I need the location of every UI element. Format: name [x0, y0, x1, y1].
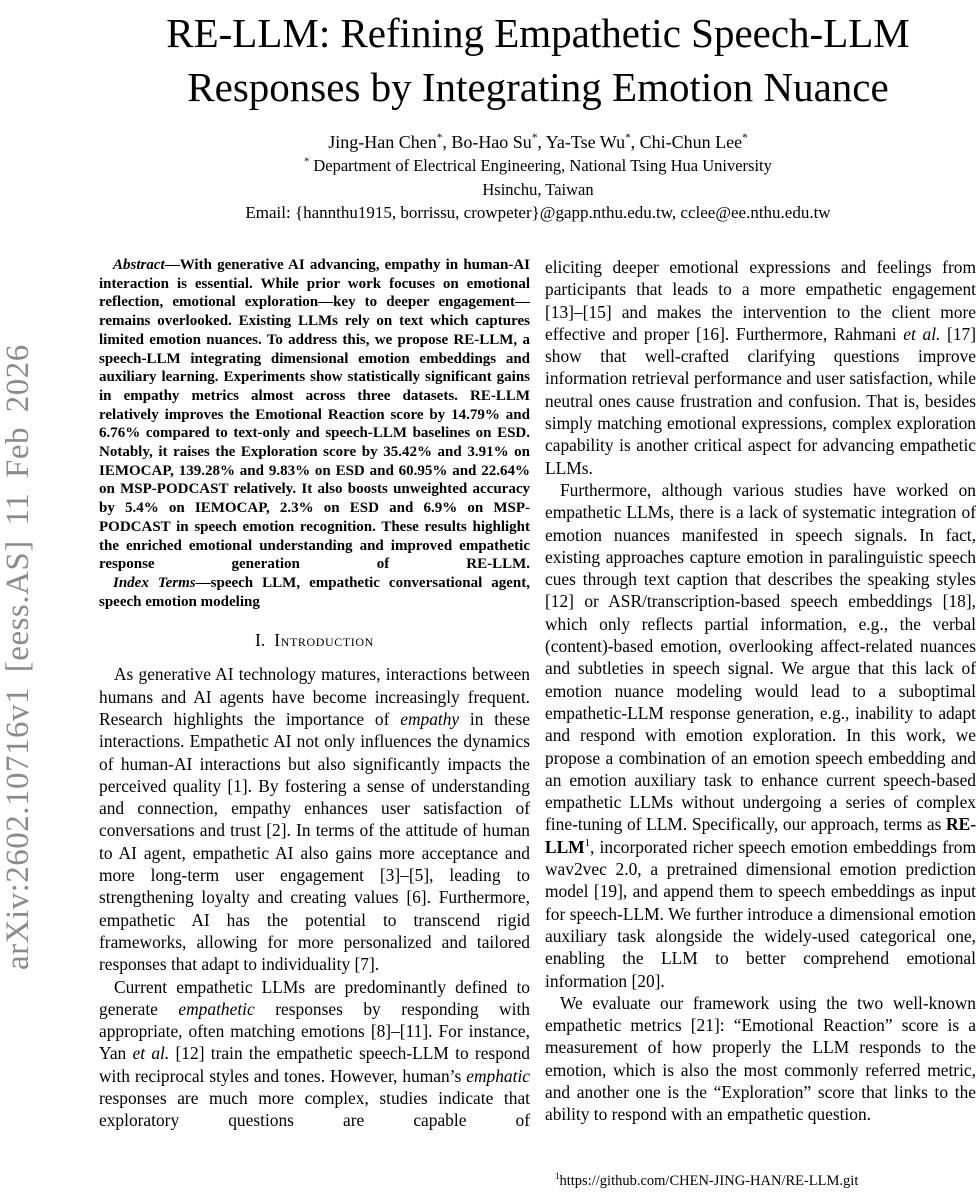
- section-heading-introduction: [99, 630, 530, 650]
- intro-paragraph-3: Furthermore, although various studies have worked on empathetic LLMs, there is a lack of systematic integration of emotion nuances manifested in speech signals. In fact, existing approaches capture emotion in paralinguistic speech cues through text caption that describes the speaking styles [12] or ASR/transcription-based speech embeddings [18], which only reflects partial information, e.g., the verbal (content)-based emotion, overlooking affect-related nuances and subtleties in speech signal. We argue that this lack of emotion nuance modeling would lead to a suboptimal empathetic-LLM response generation, e.g., inability to adapt and respond with emotion exploration. In this work, we propose a combination of an emotion speech embedding and an emotion auxiliary task to enhance current speech-based empathetic LLMs without undergoing a series of complex fine-tuning of LLM. Specifically, our approach, terms as RE-LLM$^1$, incorporated richer speech emotion embeddings from wav2vec 2.0, a pretrained dimensional emotion prediction model [19], and append them to speech embeddings as input for speech-LLM. We further introduce a dimensional emotion auxiliary task alongside the widely-used categorical one, enabling the LLM to better comprehend emotional information [20].: [545, 479, 976, 991]
- intro-paragraph-1: As generative AI technology matures, interactions between humans and AI agents have become increasingly frequent. Research highlights the importance of empathy in these interactions. Empathetic AI not only influences the dynamics of human-AI interactions but also significantly impacts the perceived quality [1]. By fostering a sense of understanding and connection, empathy enhances user satisfaction of conversations and trust [2]. In terms of the attitude of human to AI agent, empathetic AI also gains more acceptance and more long-term user engagement [3]–[5], leading to strengthening loyalty and creating values [6]. Furthermore, empathetic AI has the potential to transcend rigid frameworks, allowing for more personalized and tailored responses that adapt to individuality [7].: [99, 664, 530, 975]
- paper-title: [100, 6, 976, 114]
- intro-paragraph-2: Current empathetic LLMs are predominantly defined to generate empathetic responses by responding with appropriate, often matching emotions [8]–[11]. For instance, Yan et al. [12] train the empathetic speech-LLM to respond with reciprocal styles and tones. However, human’s emphatic responses are much more complex, studies indicate that exploratory questions are capable of: [99, 976, 530, 1131]
- footnote-github-url: $^1$https://github.com/CHEN-JING-HAN/RE-LLM.git: [545, 1173, 976, 1190]
- location-line: Hsinchu, Taiwan: [482, 180, 594, 199]
- paper-header: [100, 6, 976, 224]
- abstract-text: Abstract—With generative AI advancing, empathy in human-AI interaction is essential. While prior work focuses on emotional reflection, emotional exploration—key to deeper engagement—remains overlooked. Existing LLMs rely on text which captures limited emotion nuances. To address this, we propose RE-LLM, a speech-LLM integrating dimensional emotion embeddings and auxiliary learning. Experiments show statistically significant gains in empathy metrics almost across three datasets. RE-LLM relatively improves the Emotional Reaction score by 14.79% and 6.76% compared to text-only and speech-LLM baselines on ESD. Notably, it raises the Exploration score by 35.42% and 3.91% on IEMOCAP, 139.28% and 9.83% on ESD and 60.95% and 22.64% on MSP-PODCAST relatively. It also boosts unweighted accuracy by 5.4% on IEMOCAP, 2.3% on ESD and 6.9% on MSP-PODCAST in speech emotion recognition. These results highlight the enriched emotional understanding and improved empathetic response generation of RE-LLM.: [99, 257, 530, 573]
- intro-paragraph-2-continuation: eliciting deeper emotional expressions and feelings from participants that leads to a more empathetic engagement [13]–[15] and makes the intervention to the client more effective and proper [16]. Furthermore, Rahmani et al. [17] show that well-crafted clarifying questions improve information retrieval performance and user satisfaction, while neutral ones cause frustration and confusion. That is, besides simply matching emotional expressions, complex exploration capability is another critical aspect for advancing empathetic LLMs.: [545, 257, 976, 478]
- index-terms: Index Terms—speech LLM, empathetic conversational agent, speech emotion modeling: [99, 574, 530, 610]
- authors-line: Jing-Han Chen*, Bo-Hao Su*, Ya-Tse Wu*, Chi-Chun Lee*: [328, 132, 748, 152]
- section-number: I.: [255, 630, 266, 651]
- section-title: Introduction: [274, 630, 374, 651]
- title-line-2: Responses by Integrating Emotion Nuance: [187, 64, 889, 110]
- right-column: [545, 256, 976, 1126]
- affiliation-line: * Department of Electrical Engineering, National Tsing Hua University: [304, 156, 772, 175]
- left-column: [99, 256, 530, 1132]
- abstract-section: [99, 256, 530, 611]
- intro-paragraph-4: We evaluate our framework using the two well-known empathetic metrics [21]: “Emotional Reaction” score is a measurement of how properly the LLM responds to the emotion, which is also the most commonly referred metric, and another one is the “Exploration” score that links to the ability to respond with an empathetic question.: [545, 992, 976, 1125]
- title-line-1: RE-LLM: Refining Empathetic Speech-LLM: [166, 10, 910, 56]
- arxiv-stamp: arXiv:2602.10716v1 [eess.AS] 11 Feb 2026: [0, 344, 36, 970]
- email-line: Email: {hannthu1915, borrissu, crowpeter}@gapp.nthu.edu.tw, cclee@ee.nthu.edu.tw: [245, 203, 831, 222]
